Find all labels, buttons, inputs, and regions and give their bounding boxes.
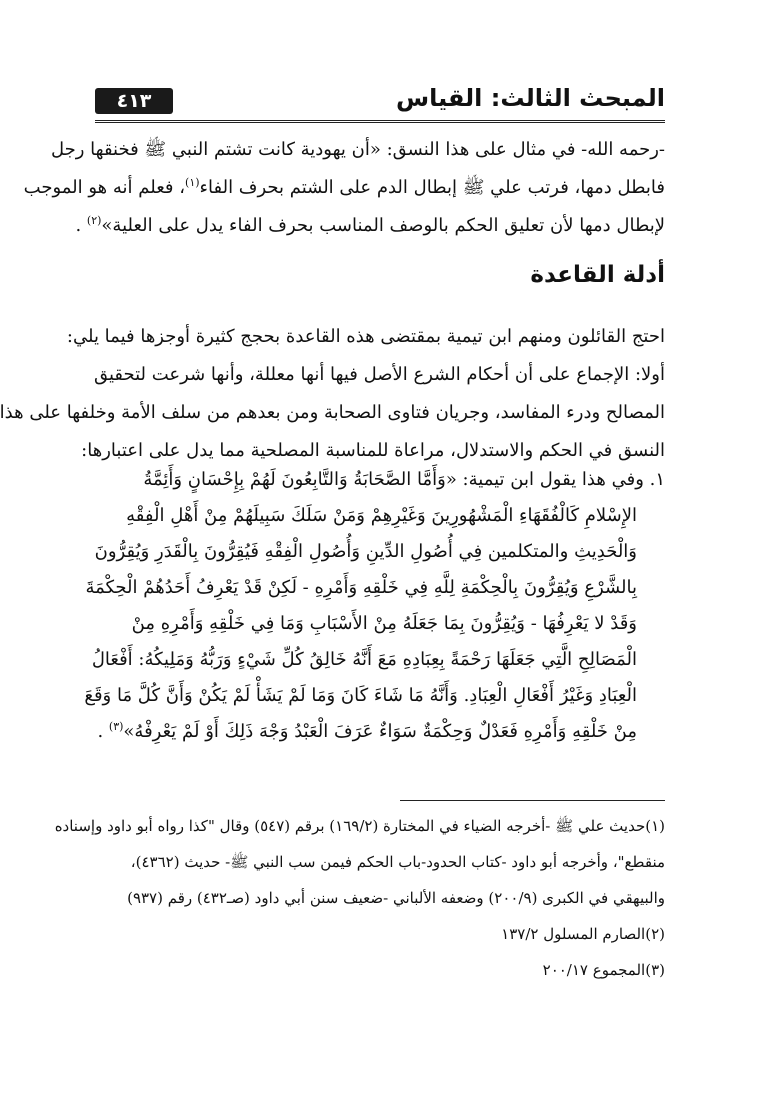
text-line — [23, 169, 665, 207]
page-number-badge: ٤١٣ — [95, 88, 173, 114]
footnote-separator — [400, 800, 665, 801]
footnote-line: والبيهقي في الكبرى (٢٠٠/٩) وضعفه الألباني -ضعيف سنن أبي داود (صـ٤٣٢) رقم (٩٣٧) — [127, 889, 665, 907]
text-line: المصالح ودرء المفاسد، وجريان فتاوى الصحابة ومن بعدهم من سلف الأمة وخلفها على هذا — [0, 402, 665, 423]
running-title: المبحث الثالث: القياس — [395, 84, 665, 112]
quote-line: الْعِبَادِ وَغَيْرُ أَفْعَالِ الْعِبَادِ. وَأَنَّهُ مَا شَاءَ كَانَ وَمَا لَمْ يَشَأْ لَمْ يَكُنْ وَأَنَّ كُلَّ مَا وَقَعَ — [84, 685, 637, 706]
text-line: احتج القائلون ومنهم ابن تيمية بمقتضى هذه القاعدة بحجج كثيرة أوجزها فيما يلي: — [66, 326, 665, 347]
page-header — [95, 82, 665, 120]
footnote-ref: (٣) — [108, 720, 124, 733]
footnote-line: (١)حديث علي ﷺ -أخرجه الضياء في المختارة (١٦٩/٢) برقم (٥٤٧) وقال "كذا رواه أبو داود وإسناده — [54, 817, 665, 835]
quote-line: الإِسْلامِ كَالْفُقَهَاءِ الْمَشْهُورِينَ وَغَيْرِهِمْ وَمَنْ سَلَكَ سَبِيلَهُمْ مِنْ أَهْلِ الْفِقْهِ — [126, 505, 637, 526]
text-line: -رحمه الله- في مثال على هذا النسق: «أن يهودية كانت تشتم النبي ﷺ فخنقها رجل — [51, 139, 665, 160]
quote-line: مِنْ خَلْقِهِ وَأَمْرِهِ فَعَدْلٌ وَحِكْمَةٌ سَوَاءٌ عَرَفَ الْعَبْدُ وَجْهَ ذَلِكَ أَوْ لَمْ يَعْرِفْهُ»$^{(٣)}$ . — [97, 720, 637, 742]
quote-line: بِالشَّرْعِ وَيُقِرُّونَ بِالْحِكْمَةِ لِلَّهِ فِي خَلْقِهِ وَأَمْرِهِ - لَكِنْ قَدْ يَعْرِفُ أَحَدُهُمْ الْحِكْمَةَ — [85, 577, 637, 598]
footnote-ref: (١) — [185, 176, 200, 189]
footnotes — [54, 808, 665, 988]
ibn-taymiyyah-quote — [84, 462, 665, 750]
header-rule — [95, 120, 665, 125]
footnote-line: (٣)المجموع ٢٠٠/١٧ — [542, 961, 665, 979]
quote-line: ١. وفي هذا يقول ابن تيمية: «وَأَمَّا الصَّحَابَةُ وَالتَّابِعُونَ لَهُمْ بِإِحْسَانٍ وَأَئِمَّةُ — [143, 469, 665, 490]
text-line: أولا: الإجماع على أن أحكام الشرع الأصل فيها أنها معللة، وأنها شرعت لتحقيق — [93, 364, 665, 385]
section-heading: أدلة القاعدة — [530, 262, 665, 288]
text-segment: ، فعلم أنه هو الموجب — [23, 177, 186, 198]
quote-line: الْمَصَالِحِ الَّتِي جَعَلَهَا رَحْمَةً بِعِبَادِهِ مَعَ أَنَّهُ خَالِقُ كُلِّ شَيْءٍ وَرَبُّهُ وَمَلِيكُهُ: أَفْعَالُ — [91, 649, 637, 670]
quote-line: وَقَدْ لا يَعْرِفُهَا - وَيُقِرُّونَ بِمَا جَعَلَهُ مِنْ الأَسْبَابِ وَمَا فِي خَلْقِهِ وَأَمْرِهِ مِنْ — [131, 613, 637, 634]
text-line: النسق في الحكم والاستدلال، مراعاة للمناسبة المصلحية مما يدل على اعتبارها: — [81, 440, 665, 461]
quote-line: وَالْحَدِيثِ والمتكلمين فِي أُصُولِ الدِّينِ وَأُصُولِ الْفِقْهِ فَيُقِرُّونَ بِالْقَدَرِ وَيُقِرُّونَ — [94, 541, 637, 562]
footnote-line: منقطع"، وأخرجه أبو داود -كتاب الحدود-باب الحكم فيمن سب النبي ﷺ- حديث (٤٣٦٢)، — [130, 853, 665, 871]
text-line: لإبطال دمها لأن تعليق الحكم بالوصف المناسب بحرف الفاء يدل على العلية»$^{(٢)}$ . — [75, 214, 665, 236]
text-segment: فابطل دمها، فرتب علي ﷺ إبطال الدم على الشتم بحرف الفاء — [199, 177, 665, 198]
text-segment: لإبطال دمها لأن تعليق الحكم بالوصف المناسب بحرف الفاء يدل على العلية» — [101, 215, 665, 236]
intro-paragraph — [23, 131, 665, 245]
evidence-paragraph — [0, 318, 665, 470]
text-segment: مِنْ خَلْقِهِ وَأَمْرِهِ فَعَدْلٌ وَحِكْمَةٌ سَوَاءٌ عَرَفَ الْعَبْدُ وَجْهَ ذَلِكَ أَوْ لَمْ يَعْرِفْهُ» — [123, 721, 637, 742]
footnote-line: (٢)الصارم المسلول ١٣٧/٢ — [501, 925, 665, 943]
footnote-ref: (٢) — [86, 214, 102, 227]
